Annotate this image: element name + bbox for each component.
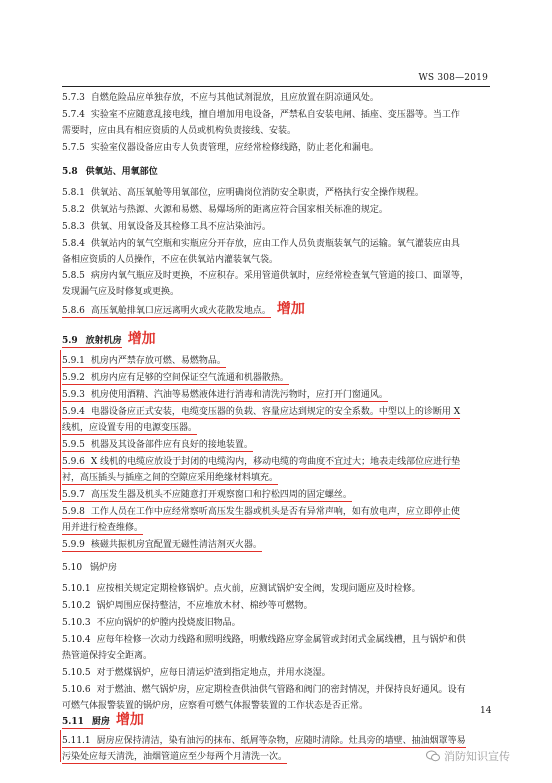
markup-margin-line	[60, 350, 61, 500]
page-header	[62, 72, 490, 87]
clause-5-9-6: 5.9.6 X 线机的电缆应放设于封闭的电缆沟内，移动电缆的弯曲度不宜过大；地表走线部位应进行垫 衬，高压插头与插座之间的空隙应采用绝缘材料填充。	[62, 457, 461, 483]
clause-5-8-2: 5.8.2 供氧站与热源、火源和易燃、易爆场所的距离应符合国家相关标准的规定。	[62, 205, 388, 215]
clause-5-10-6: 5.10.6 对于燃油、燃气锅炉房，应定期检查供油供气管路和阀门的密封情况，并保持良好通风。设有 可燃气体报警装置的锅炉房，应察看可燃气体报警装置的工作状态是否正常。	[62, 685, 466, 711]
standard-code: WS 308—2019	[418, 73, 488, 83]
clause-5-7-5: 5.7.5 实验室仪器设备应由专人负责管理，应经常检修线路，防止老化和漏电。	[62, 143, 379, 153]
clause-5-9-4: 5.9.4 电器设备应正式安装，电缆变压器的负载、容量应达到规定的安全系数。中型以上的诊断用 X 线机，应设置专用的电源变压器。	[62, 407, 461, 433]
markup-margin-line	[60, 730, 61, 762]
clause-5-8-5: 5.8.5 病房内氧气瓶应及时更换，不应积存。采用管道供氧时，应经常检查氧气管道的接口、面罩等， 发现漏气应及时修复或更换。	[62, 271, 469, 297]
clause-5-10-1: 5.10.1 应按相关规定定期检修锅炉。点火前，应测试锅炉安全阀，发现问题应及时检修。	[62, 584, 421, 594]
clause-5-9-5: 5.9.5 机器及其设备部件应有良好的接地装置。	[62, 440, 253, 450]
added-annotation: 增加	[115, 712, 144, 728]
page-number: 14	[480, 706, 492, 716]
section-5-9-heading: 5.9 放射机房 增加	[62, 331, 156, 347]
clause-5-9-7: 5.9.7 高压发生器及机头不应随意打开观察窗口和拧松四周的固定螺丝。	[62, 490, 352, 500]
clause-5-9-2: 5.9.2 机房内应有足够的空间保证空气流通和机器散热。	[62, 373, 289, 383]
clause-5-9-9: 5.9.9 核磁共振机房宜配置无磁性清洁剂灭火器。	[62, 540, 262, 550]
wechat-logo-icon	[426, 750, 440, 762]
clause-5-8-3: 5.8.3 供氧、用氧设备及其检修工具不应沾染油污。	[62, 222, 271, 232]
clause-5-8-1: 5.8.1 供氧站、高压氧舱等用氧部位，应明确岗位消防安全职责，严格执行安全操作规程。	[62, 188, 424, 198]
section-5-8-heading: 5.8 供氧站、用氧部位	[62, 167, 158, 177]
clause-5-8-6: 5.8.6 高压氧舱排氧口应远离明火或火花散发地点。 增加	[62, 301, 305, 317]
clause-5-10-5: 5.10.5 对于燃煤锅炉，应每日清运炉渣到指定地点，并用水浇湿。	[62, 668, 331, 678]
clause-5-9-1: 5.9.1 机房内严禁存放可燃、易燃物品。	[62, 356, 226, 366]
section-5-10-heading: 5.10 锅炉房	[62, 563, 118, 573]
watermark	[426, 748, 510, 764]
clause-5-9-3: 5.9.3 机房使用酒精、汽油等易燃液体进行消毒和清洗污物时，应打开门窗通风。	[62, 390, 388, 400]
section-5-11-heading: 5.11 厨房 增加	[62, 712, 144, 728]
clause-5-7-4: 5.7.4 实验室不应随意乱接电线，擅自增加用电设备，严禁私自安装电闸、插座、变压器等。当工作 需要时，应由具有相应资质的人员或机构负责接线、安装。	[62, 110, 460, 136]
clause-5-10-4: 5.10.4 应每年检修一次动力线路和照明线路，明敷线路应穿金属管或封闭式金属线槽，且与锅炉和供 热管道保持安全距离。	[62, 635, 466, 661]
clause-5-8-4: 5.8.4 供氧站内的氧气空瓶和实瓶应分开存放，应由工作人员负责瓶装氧气的运输。氧气灌装应由具 备相应资质的人员操作，不应在供氧站内灌装氧气袋。	[62, 239, 460, 265]
clause-5-11-1: 5.11.1 厨房应保持清洁，染有油污的抹布、纸屑等杂物，应随时清除。灶具旁的墙壁、抽油烟罩等易 污染处应每天清洗，油烟管道应至少每两个月清洗一次。	[62, 736, 466, 762]
added-annotation: 增加	[276, 301, 305, 317]
clause-5-7-3: 5.7.3 自燃危险品应单独存放，不应与其他试剂混放，且应放置在阴凉通风处。	[62, 93, 379, 103]
clause-5-10-3: 5.10.3 不应向锅炉的炉膛内投烧废旧物品。	[62, 618, 241, 628]
clause-5-10-2: 5.10.2 锅炉周围应保持整洁，不应堆放木材、棉纱等可燃物。	[62, 601, 313, 611]
watermark-text: 消防知识宣传	[444, 750, 510, 763]
clause-5-9-8: 5.9.8 工作人员在工作中应经常察听高压发生器或机头是否有异常声响，如有放电声，应立即停止使 用并进行检查维修。	[62, 507, 460, 533]
added-annotation: 增加	[127, 331, 156, 347]
